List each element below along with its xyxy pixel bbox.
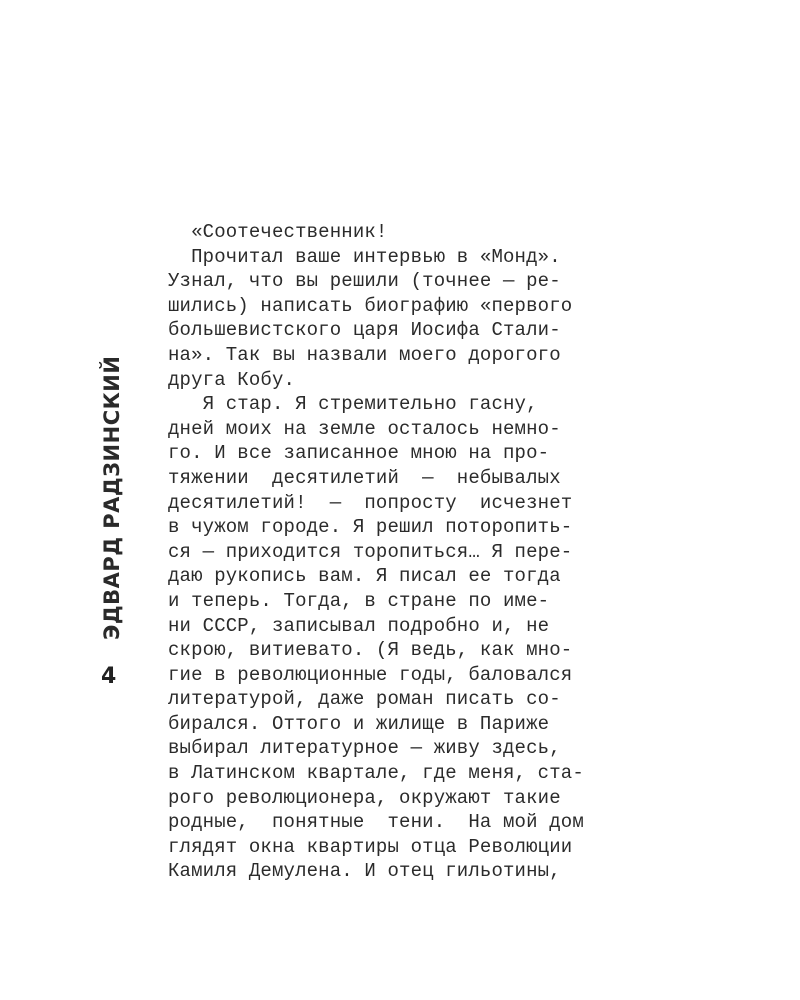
text-line: друга Кобу. — [168, 368, 296, 391]
text-line: десятилетий! — попросту исчезнет — [168, 491, 573, 514]
text-line: «Соотечественник! — [168, 221, 388, 243]
text-line: на». Так вы назвали моего дорогого — [168, 343, 561, 366]
text-line: скрою, витиевато. (Я ведь, как мно- — [168, 639, 573, 662]
text-line: тяжении десятилетий — небывалых — [168, 466, 561, 489]
text-line: рого революционера, окружают такие — [168, 786, 561, 809]
text-line: шились) написать биографию «первого — [168, 294, 573, 317]
text-line: ся — приходится торопиться… Я пере- — [168, 540, 573, 563]
text-line: Камиля Демулена. И отец гильотины, — [168, 860, 561, 883]
text-line: даю рукопись вам. Я писал ее тогда — [168, 565, 561, 588]
text-line: в Латинском квартале, где меня, ста- — [168, 762, 584, 785]
running-head-author: ЭДВАРД РАДЗИНСКИЙ — [100, 355, 124, 640]
text-line: и теперь. Тогда, в стране по име- — [168, 589, 550, 612]
text-line: го. И все записанное мною на про- — [168, 442, 550, 465]
text-line: большевистского царя Иосифа Стали- — [168, 319, 561, 342]
text-line: гие в революционные годы, баловался — [168, 663, 573, 686]
body-text — [168, 220, 688, 884]
text-line: Я стар. Я стремительно гасну, — [168, 393, 538, 416]
text-line: в чужом городе. Я решил поторопить- — [168, 516, 573, 539]
text-line: выбирал литературное — живу здесь, — [168, 737, 561, 760]
text-line: родные, понятные тени. На мой дом — [168, 811, 584, 834]
text-line: бирался. Оттого и жилище в Париже — [168, 712, 550, 735]
text-line: литературой, даже роман писать со- — [168, 688, 561, 711]
text-line: Узнал, что вы решили (точнее — ре- — [168, 270, 561, 293]
text-line: ни СССР, записывал подробно и, не — [168, 614, 550, 637]
page-number: 4 — [101, 664, 117, 689]
text-line: Прочитал ваше интервью в «Монд». — [168, 245, 561, 268]
text-line: глядят окна квартиры отца Революции — [168, 835, 573, 858]
text-line: дней моих на земле осталось немно- — [168, 417, 561, 440]
